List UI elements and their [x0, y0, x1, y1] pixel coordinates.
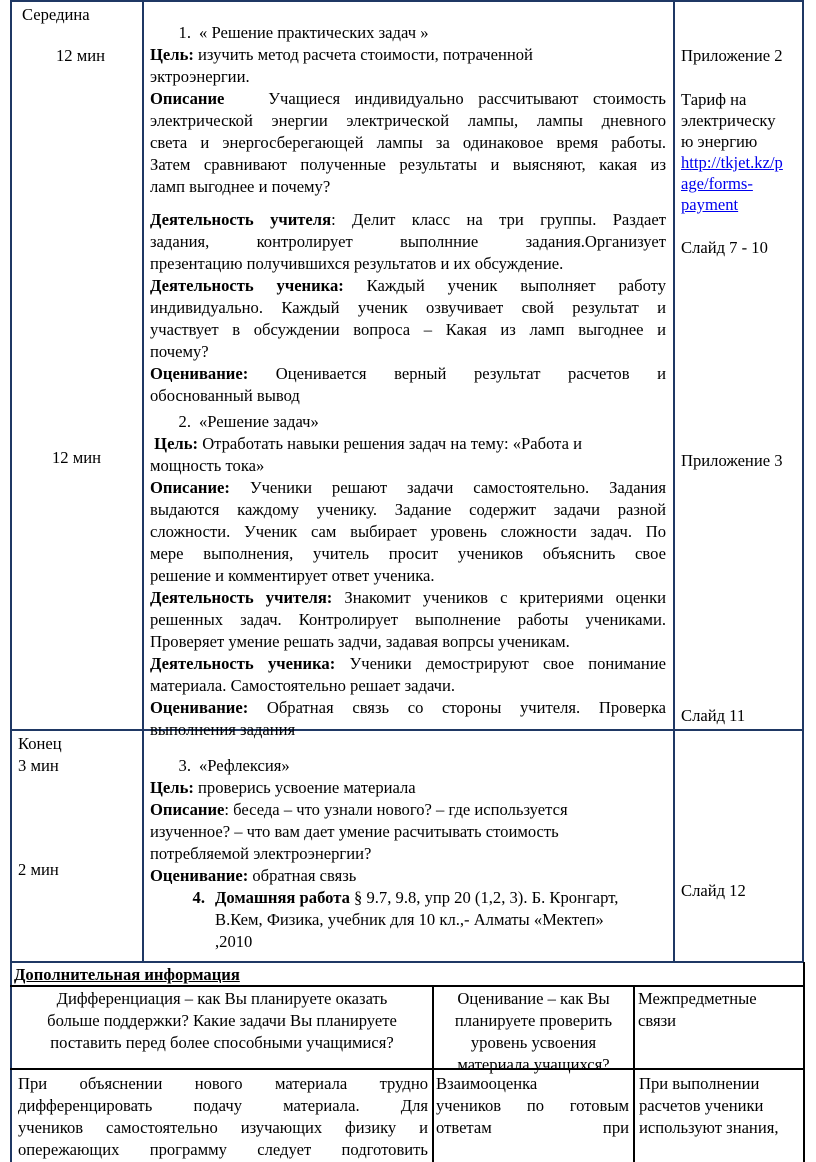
- task4-line1: 4. Домашняя работа § 9.7, 9.8, упр 20 (1,2, 3). Б. Кронгарт,: [192, 888, 619, 907]
- resource-tariff: Тариф на электрическу ю энергию: [681, 90, 776, 151]
- task3-desc-line1: Описание: беседа – что узнали нового? – где используется: [150, 800, 568, 819]
- add-border-right: [803, 962, 805, 1162]
- table-border-top: [10, 0, 804, 2]
- task3-desc-line3: потребляемой электроэнергии?: [150, 844, 372, 863]
- row-divider-2: [10, 961, 804, 963]
- task1-goal-cont: эктроэнергии.: [150, 67, 250, 86]
- task2-desc-line4: мере выполнения, учитель просит учеников объяснить свое: [150, 544, 666, 563]
- task1-student-line1: Деятельность ученика: Каждый ученик выполняет работу: [150, 276, 666, 295]
- resource-app2: Приложение 2: [681, 46, 783, 65]
- stage-end: Конец: [18, 734, 62, 753]
- resource-app3: Приложение 3: [681, 451, 783, 470]
- task1-desc-line4: Затем сравнивают полученные результаты и выясняют, какая из: [150, 155, 666, 174]
- resource-slide-7-10: Слайд 7 - 10: [681, 238, 768, 257]
- tariff-link-line3[interactable]: payment: [681, 195, 739, 214]
- add-head-divider: [10, 1068, 804, 1070]
- time-task3: 3 мин: [18, 756, 59, 775]
- col-divider-2: [673, 0, 675, 962]
- cross-subject-column-body: При выполнении расчетов ученики используют знания,: [639, 1074, 779, 1137]
- tariff-link-line2[interactable]: age/forms-: [681, 174, 753, 193]
- task2-desc-line2: выдаются каждому ученику. Задание содержит задачи разной: [150, 500, 666, 519]
- time-task1: 12 мин: [56, 46, 106, 65]
- task2-student-line1: Деятельность ученика: Ученики демострируют свое понимание: [150, 654, 667, 673]
- task2-eval-line2: выполнения задания: [150, 720, 296, 739]
- task2-student-line2: материала. Самостоятельно решает задачи.: [150, 676, 456, 695]
- task1-desc-line3: света и энергосберегающей лампы за одинаковое время работы.: [150, 133, 666, 152]
- task2-goal-line1: Цель: Отработать навыки решения задач на тему: «Работа и: [154, 434, 583, 453]
- task3-block: [150, 755, 666, 953]
- task2-block: [150, 411, 666, 741]
- task1-teacher-line1: Деятельность учителя: Делит класс на три группы. Раздает: [150, 210, 666, 229]
- additional-info-header: Дополнительная информация: [14, 965, 240, 984]
- task1-block: [150, 22, 666, 407]
- task2-desc-line1: Описание: Ученики решают задачи самостоятельно. Задания: [150, 478, 666, 497]
- task1-desc-line5: ламп выгоднее и почему?: [150, 177, 331, 196]
- task1-student-line2: индивидуально. Каждый ученик озвучивает свой результат и: [150, 298, 666, 317]
- task2-heading: 2. «Решение задач»: [178, 412, 319, 431]
- task4-line3: ,2010: [215, 932, 253, 951]
- resource-slide-12: Слайд 12: [681, 881, 746, 900]
- tariff-link[interactable]: [681, 152, 783, 215]
- task2-teacher-line3: Проверяет умение решать задчи, задавая вопрсы ученикам.: [150, 632, 570, 651]
- task1-student-line3: участвует в обсуждении вопроса – Какая из ламп выгоднее и: [150, 320, 666, 339]
- task1-teacher-line2: задания, контролирует выполнние задания.Организует: [150, 232, 666, 251]
- assessment-column-heading: Оценивание – как Вы планируете проверить уровень усвоения материала учащихся?: [454, 989, 613, 1074]
- resource-slide-11: Слайд 11: [681, 706, 746, 725]
- col-divider-1: [142, 0, 144, 962]
- diff-column-body: При объяснении нового материала трудно дифференцировать подачу материала. Для учеников самостоятельно изучающих физику и опережающих программу следует подготовить: [18, 1074, 428, 1159]
- task1-desc-line1: Описание Учащиеся индивидуально рассчитывают стоимость: [150, 89, 666, 108]
- task2-desc-line5: решение и комментирует ответ ученика.: [150, 566, 435, 585]
- table-border-right: [802, 0, 804, 962]
- task1-goal: Цель: изучить метод расчета стоимости, потраченной: [150, 45, 533, 64]
- task2-teacher-line2: решенных задач. Контролирует выполнение работы учениками.: [150, 610, 666, 629]
- stage-middle: Середина: [22, 5, 90, 24]
- task1-eval-line2: обоснованный вывод: [150, 386, 300, 405]
- task3-heading: 3. «Рефлексия»: [178, 756, 290, 775]
- time-task4: 2 мин: [18, 860, 59, 879]
- task1-teacher-line3: презентацию получившихся результатов и их обсуждение.: [150, 254, 564, 273]
- task4-line2: В.Кем, Физика, учебник для 10 кл.,- Алматы «Мектеп»: [215, 910, 604, 929]
- time-task2: 12 мин: [52, 448, 102, 467]
- task3-goal: Цель: проверись усвоение материала: [150, 778, 416, 797]
- task2-teacher-line1: Деятельность учителя: Знакомит учеников с критериями оценки: [150, 588, 667, 607]
- add-col-divider-2: [633, 985, 635, 1162]
- task3-eval: Оценивание: обратная связь: [150, 866, 357, 885]
- task2-eval-line1: Оценивание: Обратная связь со стороны учителя. Проверка: [150, 698, 666, 717]
- assessment-column-body: Взаимооценка учеников по готовым ответам при: [436, 1074, 629, 1137]
- task1-heading: 1. « Решение практических задач »: [178, 23, 429, 42]
- diff-column-heading: Дифференциация – как Вы планируете оказать больше поддержки? Какие задачи Вы планируете поставить перед более способными учащимися?: [47, 989, 397, 1052]
- task1-eval-line1: Оценивание: Оценивается верный результат расчетов и: [150, 364, 666, 383]
- task2-desc-line3: сложности. Ученик сам выбирает уровень сложности задач. По: [150, 522, 666, 541]
- tariff-link-line1[interactable]: http://tkjet.kz/p: [681, 153, 783, 172]
- task2-goal-line2: мощность тока»: [150, 456, 265, 475]
- task1-student-line4: почему?: [150, 342, 209, 361]
- task1-desc-line2: электрической энергии электрической лампы, лампы дневного: [150, 111, 666, 130]
- task3-desc-line2: изученное? – что вам дает умение расчитывать стоимость: [150, 822, 559, 841]
- cross-subject-column-heading: Межпредметные связи: [638, 989, 757, 1030]
